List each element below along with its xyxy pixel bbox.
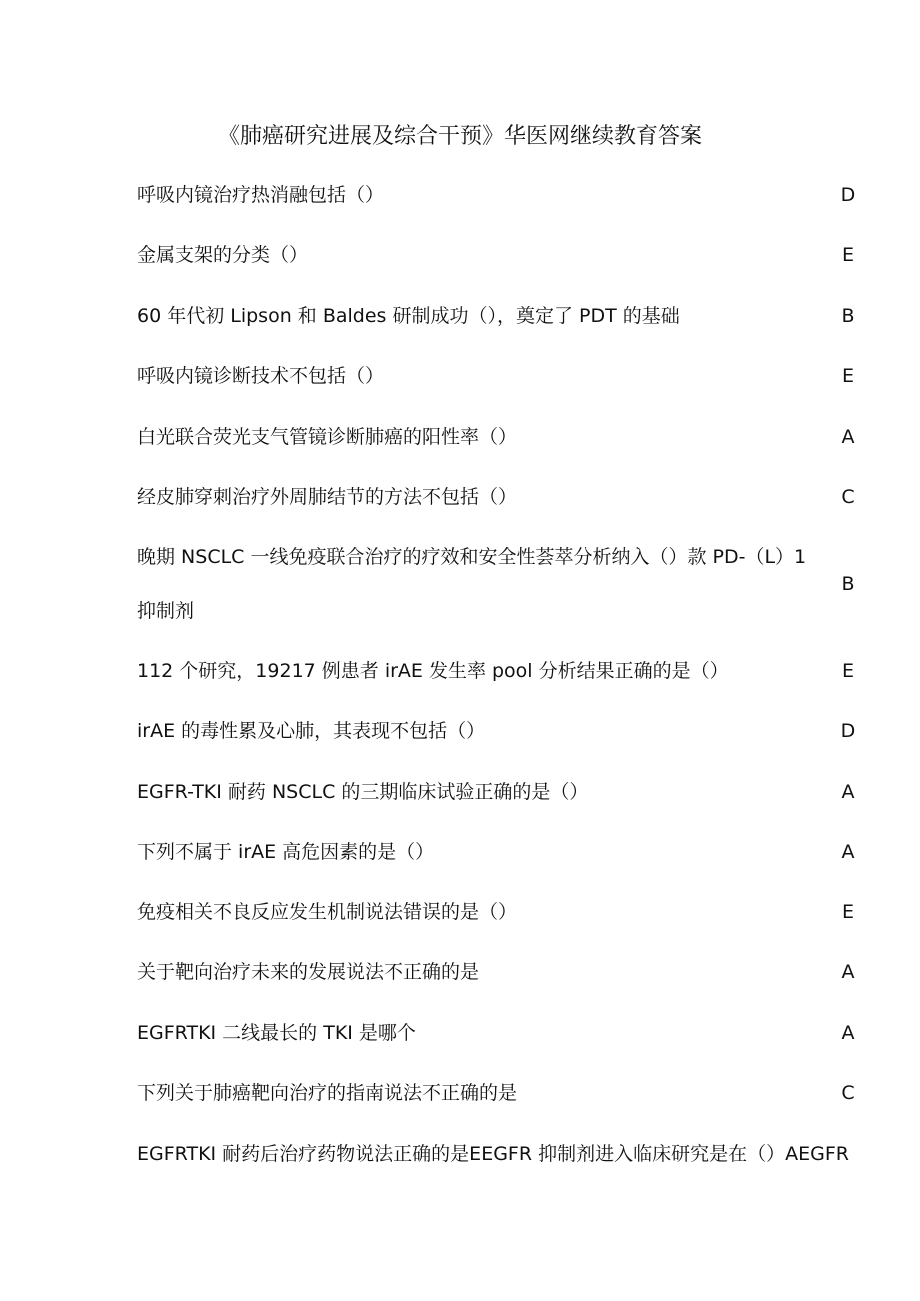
question-text: 呼吸内镜治疗热消融包括（） bbox=[137, 184, 385, 206]
answer-letter: A bbox=[841, 426, 855, 448]
answer-letter: B bbox=[841, 305, 855, 327]
question-text: EGFR-TKI 耐药 NSCLC 的三期临床试验正确的是（） bbox=[137, 781, 589, 803]
question-text: 免疫相关不良反应发生机制说法错误的是（） bbox=[137, 901, 518, 923]
answer-letter: A bbox=[841, 961, 855, 983]
answer-letter: A bbox=[841, 1022, 855, 1044]
answer-letter: C bbox=[841, 1082, 855, 1104]
question-text: EGFRTKI 二线最长的 TKI 是哪个 bbox=[137, 1022, 416, 1044]
answer-letter: B bbox=[841, 573, 855, 595]
question-text: irAE 的毒性累及心肺，其表现不包括（） bbox=[137, 720, 486, 742]
question-text: 经皮肺穿刺治疗外周肺结节的方法不包括（） bbox=[137, 486, 518, 508]
answer-letter: A bbox=[841, 781, 855, 803]
answer-letter: E bbox=[841, 901, 854, 923]
answer-letter: D bbox=[840, 720, 856, 742]
question-text: 关于靶向治疗未来的发展说法不正确的是 bbox=[137, 961, 480, 983]
question-text: EGFRTKI 耐药后治疗药物说法正确的是EEGFR 抑制剂进入临床研究是在（）AEGFR bbox=[137, 1143, 849, 1165]
question-text: 白光联合荧光支气管镜诊断肺癌的阳性率（） bbox=[137, 426, 518, 448]
question-text: 金属支架的分类（） bbox=[137, 244, 309, 266]
answer-letter: C bbox=[841, 486, 855, 508]
answer-letter: E bbox=[841, 244, 854, 266]
question-text: 晚期 NSCLC 一线免疫联合治疗的疗效和安全性荟萃分析纳入（）款 PD-（L）1 抑制剂 bbox=[137, 546, 807, 622]
answer-letter: D bbox=[840, 184, 856, 206]
question-text: 下列关于肺癌靶向治疗的指南说法不正确的是 bbox=[137, 1082, 518, 1104]
question-text: 下列不属于 irAE 高危因素的是（） bbox=[137, 841, 435, 863]
document-title: 《肺癌研究进展及综合干预》华医网继续教育答案 bbox=[217, 124, 702, 149]
question-text: 呼吸内镜诊断技术不包括（） bbox=[137, 365, 385, 387]
answer-letter: E bbox=[841, 660, 854, 682]
question-text: 60 年代初 Lipson 和 Baldes 研制成功（），奠定了 PDT 的基础 bbox=[137, 305, 680, 327]
question-text: 112 个研究，19217 例患者 irAE 发生率 pool 分析结果正确的是（） bbox=[137, 660, 729, 682]
answer-letter: A bbox=[841, 841, 855, 863]
answer-letter: E bbox=[841, 365, 854, 387]
